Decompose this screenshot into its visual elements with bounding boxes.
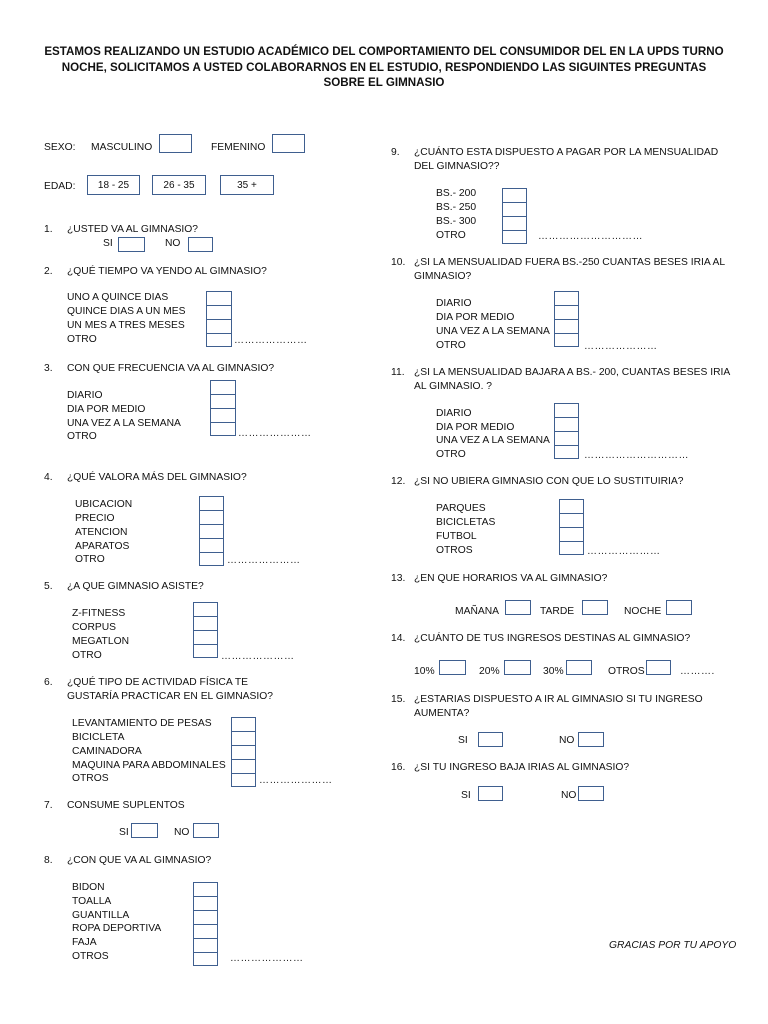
q5-option: OTRO: [72, 650, 102, 661]
q5-other-blank[interactable]: …………………: [221, 651, 295, 662]
q2-checkbox[interactable]: [206, 319, 232, 333]
q1-no-label: NO: [165, 238, 181, 249]
q9-option: BS.- 200: [436, 188, 477, 199]
q10-option: DIA POR MEDIO: [436, 312, 515, 323]
q1-si-label: SI: [103, 238, 113, 249]
q10-question-line1: ¿SI LA MENSUALIDAD FUERA BS.-250 CUANTAS BESES IRIA AL: [414, 257, 726, 268]
q14-otros-checkbox[interactable]: [646, 660, 671, 675]
q10-option: UNA VEZ A LA SEMANA: [436, 326, 550, 337]
q6-option: CAMINADORA: [72, 746, 142, 757]
q4-checkbox-group: [199, 496, 224, 566]
q8-option: GUANTILLA: [72, 910, 130, 921]
q3-other-blank[interactable]: …………………: [238, 428, 312, 439]
q4-option: OTRO: [75, 554, 105, 565]
q10-checkbox[interactable]: [554, 319, 579, 333]
q9-checkbox-group: [502, 188, 527, 244]
q11-question-line1: ¿SI LA MENSUALIDAD BAJARA A BS.- 200, CUANTAS BESES IRIA: [414, 367, 731, 378]
masculino-checkbox[interactable]: [159, 134, 192, 153]
q8-checkbox[interactable]: [193, 938, 218, 952]
q1-si-checkbox[interactable]: [118, 237, 145, 252]
q15-no-checkbox[interactable]: [578, 732, 604, 747]
q12-checkbox-group: [559, 499, 584, 555]
q14-20-checkbox[interactable]: [504, 660, 531, 675]
q6-checkbox[interactable]: [231, 745, 256, 759]
q7-number: 7.: [44, 800, 53, 811]
edad-35-plus-option[interactable]: 35 +: [220, 175, 274, 195]
q11-checkbox[interactable]: [554, 431, 579, 445]
q2-option: QUINCE DIAS A UN MES: [67, 306, 186, 317]
edad-label: EDAD:: [44, 181, 76, 192]
q3-option: DIARIO: [67, 390, 103, 401]
q11-checkbox[interactable]: [554, 417, 579, 431]
q8-other-blank[interactable]: …………………: [230, 953, 304, 964]
q15-no-label: NO: [559, 735, 575, 746]
survey-title: ESTAMOS REALIZANDO UN ESTUDIO ACADÉMICO DEL COMPORTAMIENTO DEL CONSUMIDOR DEL EN LA UPDS TURNO NOCHE, SOLICITAMOS A USTED COLABORARNOS EN EL ESTUDIO, RESPONDIENDO LAS SIGUINTES PREGUNTAS SOBRE EL GIMNASIO: [44, 45, 724, 89]
q11-number: 11.: [391, 367, 405, 378]
q4-checkbox[interactable]: [199, 510, 224, 524]
q13-noche-label: NOCHE: [624, 606, 662, 617]
q15-question-line2: AUMENTA?: [414, 708, 470, 719]
q6-other-blank[interactable]: …………………: [259, 775, 333, 786]
q6-option: MAQUINA PARA ABDOMINALES: [72, 760, 226, 771]
sexo-label: SEXO:: [44, 142, 76, 153]
q11-question-line2: AL GIMNASIO. ?: [414, 381, 493, 392]
q14-question: ¿CUÁNTO DE TUS INGRESOS DESTINAS AL GIMNASIO?: [414, 633, 691, 644]
q3-option: DIA POR MEDIO: [67, 404, 146, 415]
q1-no-checkbox[interactable]: [188, 237, 213, 252]
q8-checkbox[interactable]: [193, 896, 218, 910]
q4-option: APARATOS: [75, 541, 130, 552]
q15-number: 15.: [391, 694, 406, 705]
q3-checkbox[interactable]: [210, 408, 236, 422]
edad-26-35-option[interactable]: 26 - 35: [152, 175, 206, 195]
q13-tarde-label: TARDE: [540, 606, 575, 617]
q9-checkbox[interactable]: [502, 202, 527, 216]
q3-checkbox[interactable]: [210, 380, 236, 394]
q9-checkbox[interactable]: [502, 230, 527, 244]
q12-option: PARQUES: [436, 503, 486, 514]
q7-si-label: SI: [119, 827, 129, 838]
q3-checkbox-group: [210, 380, 236, 436]
q6-option: OTROS: [72, 773, 109, 784]
q9-option: BS.- 250: [436, 202, 477, 213]
q5-checkbox[interactable]: [193, 602, 218, 616]
q16-number: 16.: [391, 762, 406, 773]
q8-checkbox[interactable]: [193, 924, 218, 938]
q6-number: 6.: [44, 677, 53, 688]
q6-question-line2: GUSTARÍA PRACTICAR EN EL GIMNASIO?: [67, 691, 273, 702]
q4-checkbox[interactable]: [199, 552, 224, 566]
q3-option: UNA VEZ A LA SEMANA: [67, 418, 181, 429]
q4-question: ¿QUÉ VALORA MÁS DEL GIMNASIO?: [67, 472, 247, 483]
q3-checkbox[interactable]: [210, 394, 236, 408]
q7-no-label: NO: [174, 827, 190, 838]
femenino-label: FEMENINO: [211, 142, 266, 153]
q13-manana-label: MAÑANA: [455, 606, 500, 617]
q8-option: TOALLA: [72, 896, 112, 907]
q4-checkbox[interactable]: [199, 538, 224, 552]
q10-checkbox[interactable]: [554, 333, 579, 347]
q2-checkbox[interactable]: [206, 291, 232, 305]
q12-option: OTROS: [436, 545, 473, 556]
q9-checkbox[interactable]: [502, 216, 527, 230]
q10-option: DIARIO: [436, 298, 472, 309]
q13-tarde-checkbox[interactable]: [582, 600, 608, 615]
q8-checkbox[interactable]: [193, 910, 218, 924]
thanks-note: GRACIAS POR TU APOYO: [609, 940, 737, 951]
masculino-label: MASCULINO: [91, 142, 153, 153]
q9-question-line1: ¿CUÁNTO ESTA DISPUESTO A PAGAR POR LA MENSUALIDAD: [414, 147, 719, 158]
q10-number: 10.: [391, 257, 406, 268]
q12-checkbox[interactable]: [559, 541, 584, 555]
q8-checkbox[interactable]: [193, 882, 218, 896]
q12-checkbox[interactable]: [559, 527, 584, 541]
q6-checkbox[interactable]: [231, 717, 256, 731]
q7-si-checkbox[interactable]: [131, 823, 158, 838]
q11-option: DIARIO: [436, 408, 472, 419]
q6-question-line1: ¿QUÉ TIPO DE ACTIVIDAD FÍSICA TE: [67, 677, 248, 688]
q16-si-checkbox[interactable]: [478, 786, 503, 801]
q11-checkbox-group: [554, 403, 579, 459]
q5-checkbox[interactable]: [193, 616, 218, 630]
q14-20-label: 20%: [479, 666, 500, 677]
q10-checkbox[interactable]: [554, 291, 579, 305]
q10-option: OTRO: [436, 340, 466, 351]
q5-number: 5.: [44, 581, 53, 592]
q8-option: FAJA: [72, 937, 97, 948]
q10-other-blank[interactable]: …………………: [584, 341, 658, 352]
q6-option: LEVANTAMIENTO DE PESAS: [72, 718, 212, 729]
q12-checkbox[interactable]: [559, 513, 584, 527]
q12-question: ¿SI NO UBIERA GIMNASIO CON QUE LO SUSTITUIRIA?: [414, 476, 684, 487]
q12-number: 12.: [391, 476, 406, 487]
q3-question: CON QUE FRECUENCIA VA AL GIMNASIO?: [67, 363, 275, 374]
q5-option: MEGATLON: [72, 636, 130, 647]
q14-30-label: 30%: [543, 666, 564, 677]
q16-si-label: SI: [461, 790, 471, 801]
q5-checkbox-group: [193, 602, 218, 658]
q2-other-blank[interactable]: …………………: [234, 335, 308, 346]
q4-option: UBICACION: [75, 499, 133, 510]
q14-other-blank[interactable]: ……….: [680, 666, 715, 677]
q12-checkbox[interactable]: [559, 499, 584, 513]
q12-option: FUTBOL: [436, 531, 477, 542]
q3-option: OTRO: [67, 431, 97, 442]
q2-option: UN MES A TRES MESES: [67, 320, 185, 331]
q5-option: CORPUS: [72, 622, 117, 633]
q6-option: BICICLETA: [72, 732, 125, 743]
q4-option: ATENCION: [75, 527, 128, 538]
q8-number: 8.: [44, 855, 53, 866]
q11-checkbox[interactable]: [554, 403, 579, 417]
q2-checkbox-group: [206, 291, 232, 347]
q4-number: 4.: [44, 472, 53, 483]
q2-option: OTRO: [67, 334, 97, 345]
q15-question-line1: ¿ESTARIAS DISPUESTO A IR AL GIMNASIO SI TU INGRESO: [414, 694, 703, 705]
q4-option: PRECIO: [75, 513, 115, 524]
q5-checkbox[interactable]: [193, 644, 218, 658]
q8-checkbox[interactable]: [193, 952, 218, 966]
q9-question-line2: DEL GIMNASIO??: [414, 161, 500, 172]
q15-si-label: SI: [458, 735, 468, 746]
q7-question: CONSUME SUPLENTOS: [67, 800, 185, 811]
q1-number: 1.: [44, 224, 53, 235]
q9-number: 9.: [391, 147, 400, 158]
q14-number: 14.: [391, 633, 406, 644]
q8-question: ¿CON QUE VA AL GIMNASIO?: [67, 855, 212, 866]
q13-question: ¿EN QUE HORARIOS VA AL GIMNASIO?: [414, 573, 608, 584]
edad-18-25-option[interactable]: 18 - 25: [87, 175, 140, 195]
q1-question: ¿USTED VA AL GIMNASIO?: [67, 224, 199, 235]
q5-checkbox[interactable]: [193, 630, 218, 644]
q16-no-checkbox[interactable]: [578, 786, 604, 801]
q8-option: ROPA DEPORTIVA: [72, 923, 162, 934]
q13-number: 13.: [391, 573, 406, 584]
q6-checkbox[interactable]: [231, 759, 256, 773]
q6-checkbox[interactable]: [231, 731, 256, 745]
q3-checkbox[interactable]: [210, 422, 236, 436]
q5-question: ¿A QUE GIMNASIO ASISTE?: [67, 581, 204, 592]
q15-si-checkbox[interactable]: [478, 732, 503, 747]
q10-checkbox[interactable]: [554, 305, 579, 319]
q14-10-label: 10%: [414, 666, 435, 677]
q9-option: OTRO: [436, 230, 466, 241]
q16-no-label: NO: [561, 790, 577, 801]
q6-checkbox[interactable]: [231, 773, 256, 787]
q2-option: UNO A QUINCE DIAS: [67, 292, 169, 303]
q10-question-line2: GIMNASIO?: [414, 271, 472, 282]
q5-option: Z-FITNESS: [72, 608, 126, 619]
q9-checkbox[interactable]: [502, 188, 527, 202]
q13-noche-checkbox[interactable]: [666, 600, 692, 615]
q3-number: 3.: [44, 363, 53, 374]
q2-number: 2.: [44, 266, 53, 277]
q13-manana-checkbox[interactable]: [505, 600, 531, 615]
q4-checkbox[interactable]: [199, 496, 224, 510]
q2-checkbox[interactable]: [206, 305, 232, 319]
q8-checkbox-group: [193, 882, 218, 966]
q8-option: OTROS: [72, 951, 109, 962]
q9-other-blank[interactable]: …………………………: [538, 231, 643, 242]
q11-option: OTRO: [436, 449, 466, 460]
q6-checkbox-group: [231, 717, 256, 787]
q11-checkbox[interactable]: [554, 445, 579, 459]
q12-option: BICICLETAS: [436, 517, 496, 528]
q2-question: ¿QUÉ TIEMPO VA YENDO AL GIMNASIO?: [67, 266, 267, 277]
q14-10-checkbox[interactable]: [439, 660, 466, 675]
q4-other-blank[interactable]: …………………: [227, 555, 301, 566]
q10-checkbox-group: [554, 291, 579, 347]
q7-no-checkbox[interactable]: [193, 823, 219, 838]
q9-option: BS.- 300: [436, 216, 477, 227]
q11-option: UNA VEZ A LA SEMANA: [436, 435, 550, 446]
q11-option: DIA POR MEDIO: [436, 422, 515, 433]
q4-checkbox[interactable]: [199, 524, 224, 538]
q14-30-checkbox[interactable]: [566, 660, 592, 675]
q12-other-blank[interactable]: …………………: [587, 546, 661, 557]
q2-checkbox[interactable]: [206, 333, 232, 347]
q14-otros-label: OTROS: [608, 666, 645, 677]
q8-option: BIDON: [72, 882, 105, 893]
femenino-checkbox[interactable]: [272, 134, 305, 153]
q16-question: ¿SI TU INGRESO BAJA IRIAS AL GIMNASIO?: [414, 762, 630, 773]
q11-other-blank[interactable]: …………………………: [584, 450, 689, 461]
